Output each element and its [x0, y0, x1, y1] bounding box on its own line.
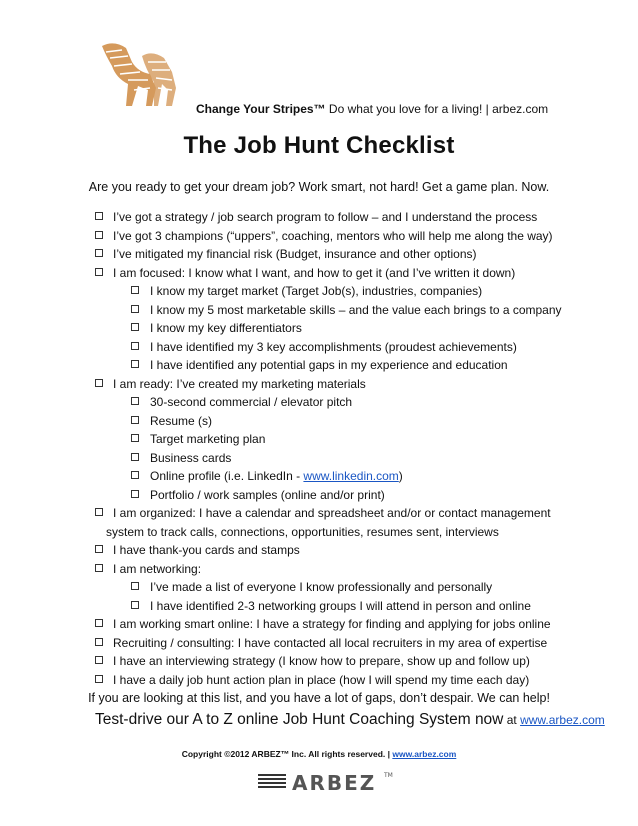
checklist-item-text: Recruiting / consulting: I have contacted all local recruiters in my area of expertise [113, 635, 548, 650]
checklist-item [95, 615, 635, 634]
checklist-item [95, 560, 635, 579]
checklist-item [95, 282, 635, 301]
checklist-item-text: I have thank-you cards and stamps [113, 543, 300, 557]
checklist-item [95, 264, 635, 283]
checklist-item-label [113, 375, 366, 394]
checklist-item-label [113, 264, 515, 283]
checklist-item-label [150, 319, 302, 338]
checkbox[interactable] [131, 416, 139, 424]
page-title: The Job Hunt Checklist [183, 132, 455, 159]
checklist-item-text: I know my 5 most marketable skills – and the value each brings to a company [150, 302, 562, 317]
checklist-item-text: Business cards [150, 450, 232, 465]
checklist-item-label [150, 301, 562, 320]
checklist-item-text: 30-second commercial / elevator pitch [150, 395, 353, 409]
intro-text: Are you ready to get your dream job? Work smart, not hard! Get a game plan. Now. [88, 180, 550, 194]
checkbox[interactable] [131, 342, 139, 350]
checklist-item-label [113, 245, 477, 264]
checklist-item [95, 301, 635, 320]
checklist-item [95, 541, 635, 560]
checklist [95, 208, 635, 689]
checkbox[interactable] [95, 545, 103, 553]
copyright-line [0, 749, 638, 759]
checkbox[interactable] [95, 619, 103, 627]
checklist-item-label [113, 208, 537, 227]
checklist-item-text: Resume (s) [150, 413, 213, 428]
checklist-item-text: I am ready: I’ve created my marketing materials [113, 376, 366, 391]
checklist-item-text: I’ve mitigated my financial risk (Budget, insurance and other options) [113, 247, 477, 261]
checkbox[interactable] [131, 453, 139, 461]
checklist-item-label [150, 597, 531, 616]
checkbox[interactable] [95, 379, 103, 387]
checkbox[interactable] [95, 638, 103, 646]
checklist-item-label [150, 356, 508, 375]
checklist-item-label [113, 560, 201, 579]
tagline-brand: Change Your Stripes™ [196, 102, 326, 116]
cta-at: at [503, 713, 521, 727]
checkbox[interactable] [131, 305, 139, 313]
checklist-item [95, 634, 635, 653]
checklist-item-label [150, 578, 492, 597]
checkbox[interactable] [95, 675, 103, 683]
checklist-item [95, 467, 635, 486]
footer-link[interactable]: www.arbez.com [392, 749, 457, 759]
checklist-item-text: system to track calls, connections, opportunities, resumes sent, interviews [106, 524, 499, 539]
checkbox[interactable] [131, 434, 139, 442]
tagline-text: Do what you love for a living! | arbez.com [325, 102, 549, 116]
cta-link[interactable]: www.arbez.com [520, 713, 605, 727]
checkbox[interactable] [131, 471, 139, 479]
checklist-item-label [113, 652, 530, 671]
checklist-item-label [113, 541, 300, 560]
checklist-item-label [150, 282, 482, 301]
zebra-logo-icon [92, 38, 180, 108]
checklist-item-text: I have an interviewing strategy (I know how to prepare, show up and follow up) [113, 654, 530, 668]
checklist-item [95, 338, 635, 357]
checklist-item-label [150, 449, 231, 468]
checklist-item-label [113, 671, 529, 690]
checklist-item-label [150, 412, 212, 431]
checkbox[interactable] [131, 360, 139, 368]
checklist-item-text: I’ve made a list of everyone I know professionally and personally [150, 580, 493, 594]
checklist-item [95, 393, 635, 412]
checklist-item [95, 449, 635, 468]
checklist-item [95, 504, 635, 523]
checklist-item-label [150, 338, 517, 357]
checkbox[interactable] [95, 508, 103, 516]
checklist-item-text: I am organized: I have a calendar and spreadsheet and/or or contact management [113, 506, 551, 520]
checklist-item-text: I know my target market (Target Job(s), industries, companies) [150, 284, 483, 298]
checklist-item [95, 523, 635, 542]
checklist-item-text-after: ) [398, 469, 403, 483]
copyright-text: Copyright ©2012 ARBEZ™ Inc. All rights reserved. | [181, 749, 393, 759]
checklist-item-label [150, 430, 265, 449]
checkbox[interactable] [95, 564, 103, 572]
closing-text: If you are looking at this list, and you have a lot of gaps, don’t despair. We can help! [88, 691, 550, 705]
brand-tm: TM [384, 772, 393, 779]
checkbox[interactable] [95, 212, 103, 220]
checklist-item-label [150, 467, 403, 486]
checklist-item [95, 375, 635, 394]
checklist-item [95, 597, 635, 616]
checklist-item-text: Target marketing plan [150, 432, 266, 446]
checklist-item-label [150, 486, 385, 505]
checklist-item-label [113, 504, 551, 523]
checklist-item-text: I’ve got a strategy / job search program to follow – and I understand the process [113, 210, 538, 224]
checklist-item [95, 578, 635, 597]
checklist-item-label [150, 393, 352, 412]
checklist-item-label [106, 523, 499, 542]
checklist-item [95, 208, 635, 227]
checklist-item [95, 652, 635, 671]
checklist-item [95, 319, 635, 338]
cta-text: Test-drive our A to Z online Job Hunt Coaching System now [95, 711, 504, 728]
checklist-item-label [113, 227, 553, 246]
checklist-item-text: I am working smart online: I have a strategy for finding and applying for jobs online [113, 617, 551, 631]
checkbox[interactable] [131, 286, 139, 294]
checklist-item-text: Online profile (i.e. LinkedIn - [150, 469, 304, 483]
checklist-item-text: Portfolio / work samples (online and/or print) [150, 487, 385, 502]
checkbox[interactable] [95, 268, 103, 276]
checklist-item-text: I’ve got 3 champions (“uppers”, coaching, mentors who will help me along the way) [113, 228, 553, 243]
checklist-item-text: I have identified my 3 key accomplishments (proudest achievements) [150, 339, 517, 354]
checklist-item-label [113, 615, 551, 634]
checklist-item-label [113, 634, 547, 653]
checklist-item [95, 245, 635, 264]
checkbox[interactable] [131, 582, 139, 590]
checklist-item [95, 430, 635, 449]
zebra-mark-icon [256, 773, 288, 791]
checklist-item [95, 671, 635, 690]
checkbox[interactable] [131, 323, 139, 331]
call-to-action [95, 711, 605, 729]
checklist-item-text: I have identified any potential gaps in my experience and education [150, 358, 508, 372]
checkbox[interactable] [131, 601, 139, 609]
checkbox[interactable] [95, 249, 103, 257]
checklist-item-text: I have identified 2-3 networking groups I will attend in person and online [150, 598, 531, 613]
checklist-item [95, 412, 635, 431]
checklist-item-text: I have a daily job hunt action plan in place (how I will spend my time each day) [113, 672, 530, 687]
checkbox[interactable] [131, 490, 139, 498]
linkedin-link[interactable]: www.linkedin.com [303, 469, 399, 483]
arbez-brand-logo [256, 767, 396, 795]
checklist-item [95, 227, 635, 246]
checklist-item-text: I know my key differentiators [150, 321, 302, 335]
checkbox[interactable] [131, 397, 139, 405]
checklist-item-text: I am focused: I know what I want, and how to get it (and I’ve written it down) [113, 265, 516, 280]
checklist-item-text: I am networking: [113, 561, 202, 576]
tagline [196, 102, 616, 116]
checkbox[interactable] [95, 231, 103, 239]
checklist-item [95, 486, 635, 505]
brand-name: ARBEZ [292, 771, 377, 795]
checkbox[interactable] [95, 656, 103, 664]
checklist-item [95, 356, 635, 375]
